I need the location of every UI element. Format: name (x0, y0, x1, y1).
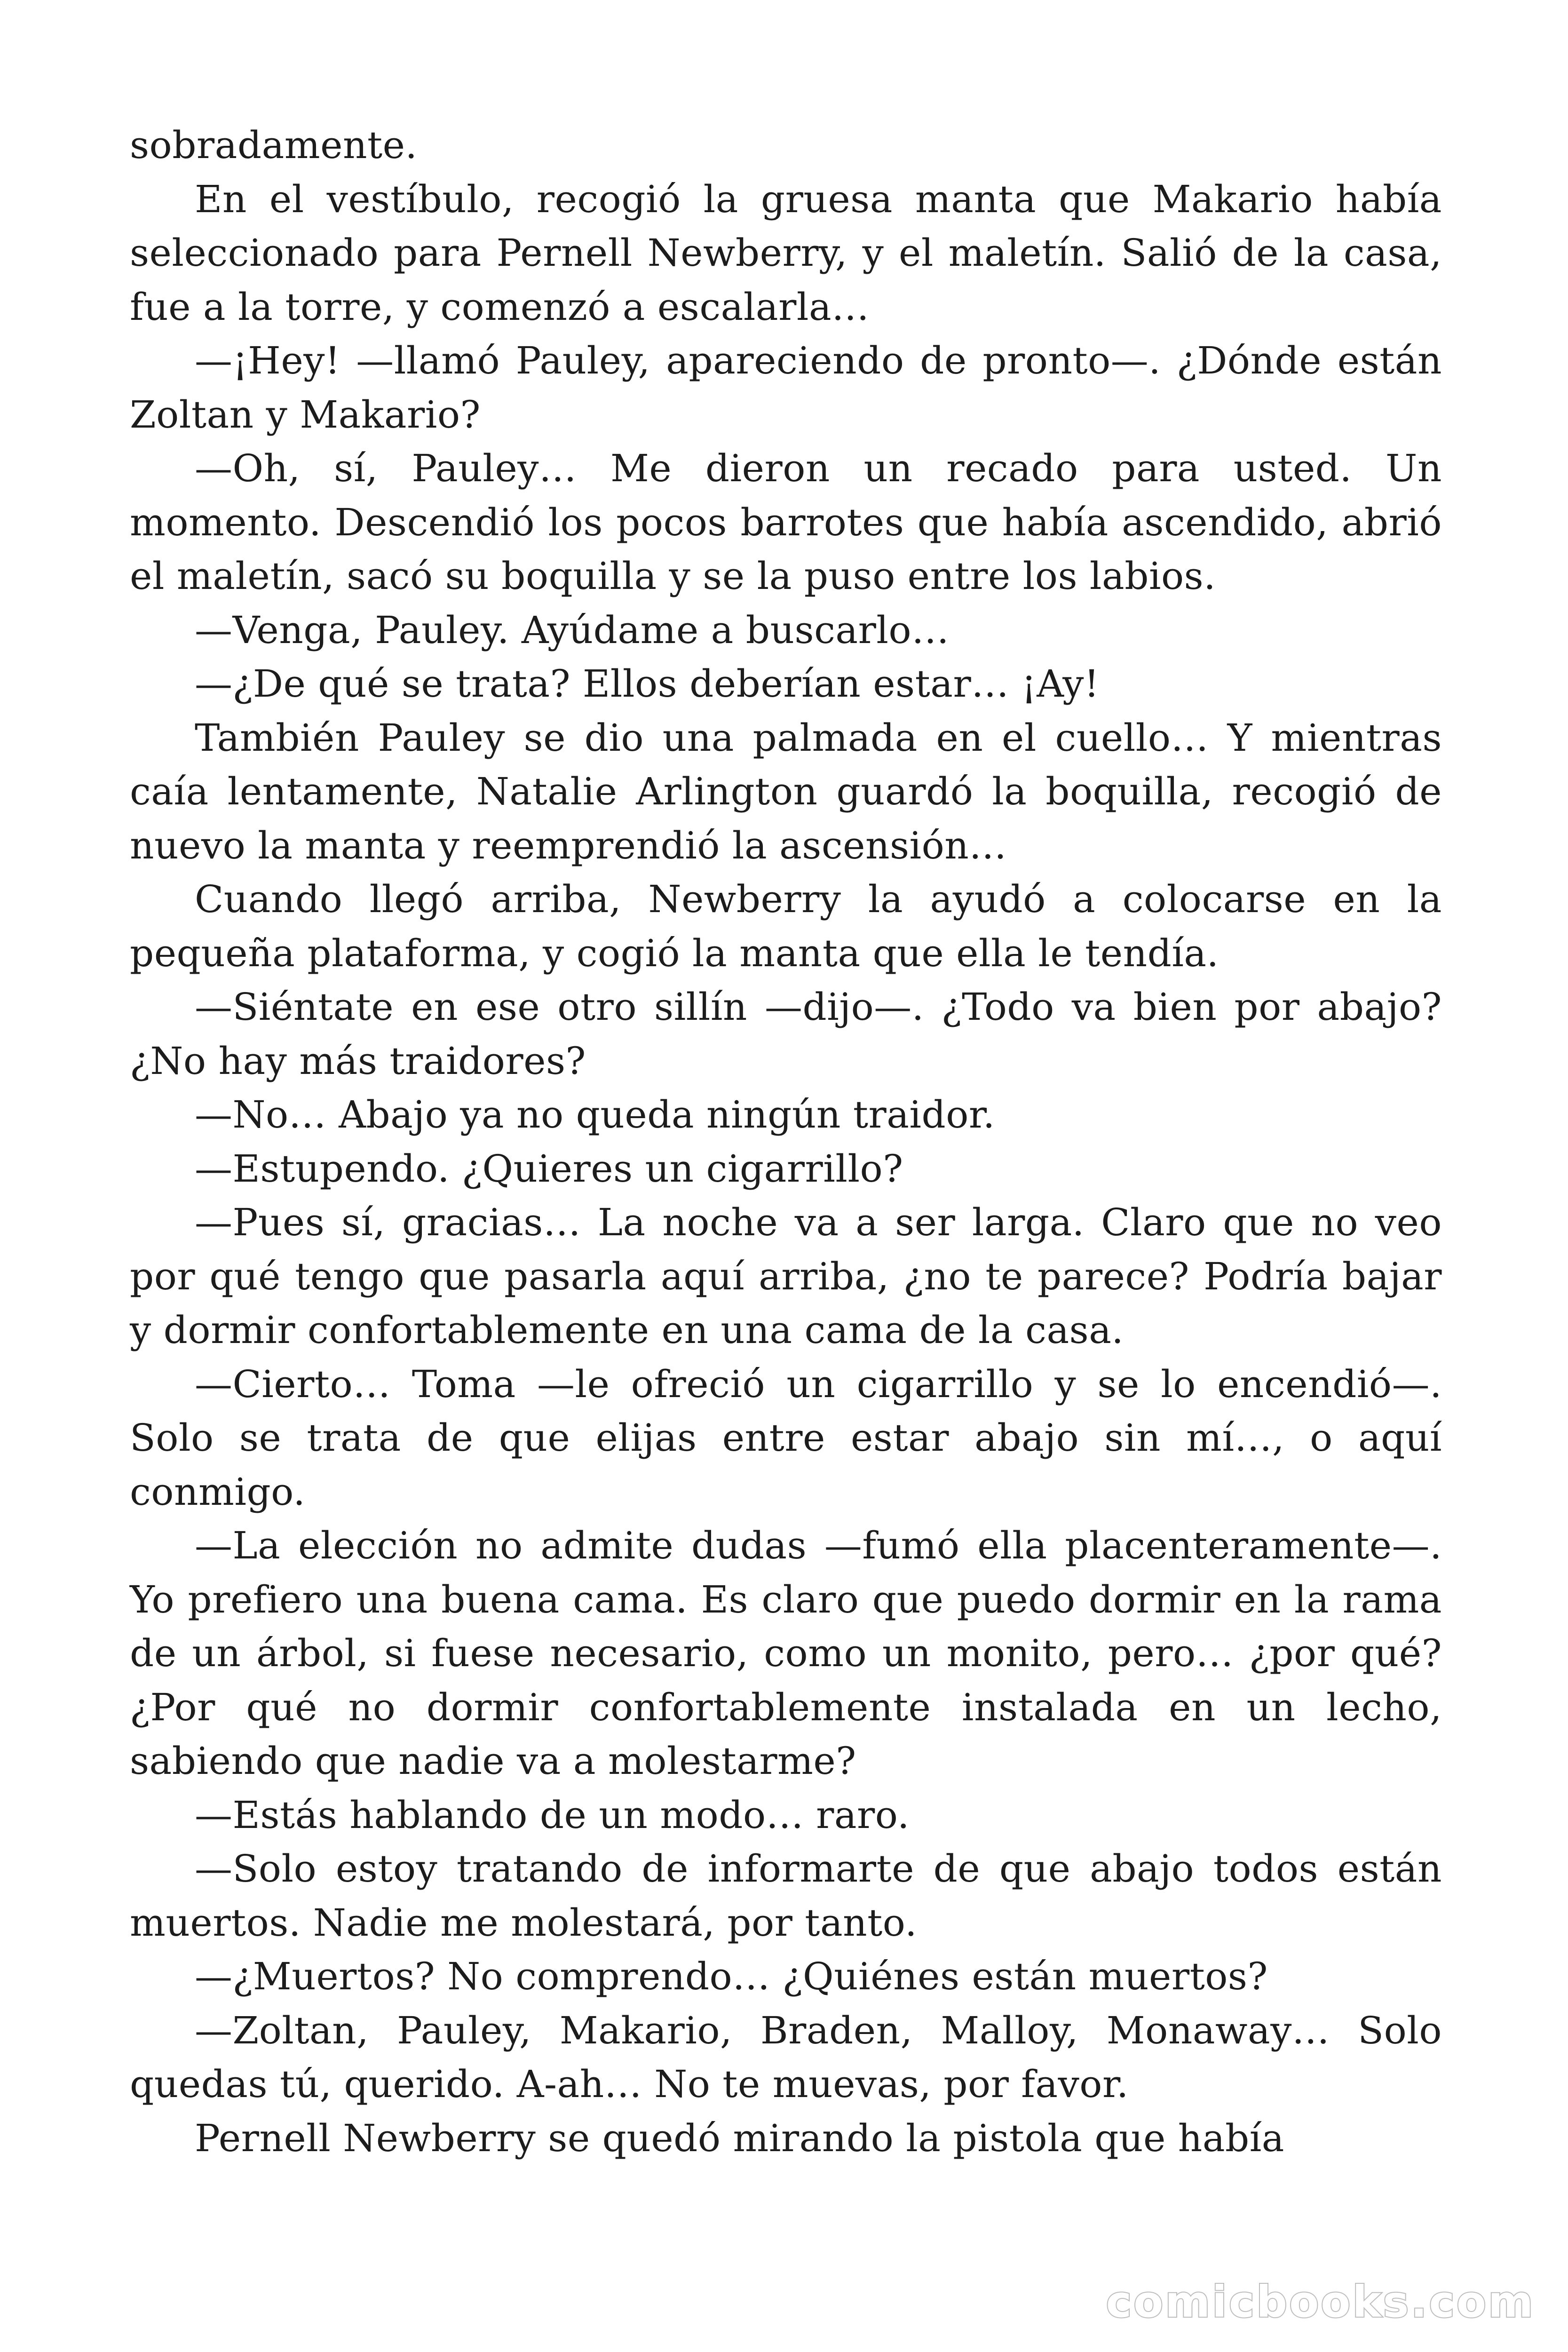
paragraph: —Venga, Pauley. Ayúdame a buscarlo… (195, 608, 950, 652)
paragraph: —Estupendo. ¿Quieres un cigarrillo? (195, 1146, 903, 1191)
paragraph: En el vestíbulo, recogió la gruesa manta que Makario había seleccionado para Pernell Newberry, y el maletín. Salió de la casa, fue a la torre, y comenzó a escalarla… (130, 177, 1442, 329)
paragraph: sobradamente. (130, 123, 418, 167)
paragraph: —Oh, sí, Pauley… Me dieron un recado para usted. Un momento. Descendió los pocos barrotes que había ascendido, abrió el maletín, sacó su boquilla y se la puso entre los labios. (130, 446, 1442, 598)
paragraph: —Siéntate en ese otro sillín —dijo—. ¿Todo va bien por abajo? ¿No hay más traidores? (130, 985, 1442, 1083)
paragraph: —No… Abajo ya no queda ningún traidor. (195, 1093, 995, 1136)
paragraph: —¡Hey! —llamó Pauley, apareciendo de pronto—. ¿Dónde están Zoltan y Makario? (130, 339, 1442, 437)
paragraph: Pernell Newberry se quedó mirando la pistola que había (195, 2116, 1284, 2160)
paragraph: —Solo estoy tratando de informarte de que abajo todos están muertos. Nadie me molestará, por tanto. (130, 1847, 1442, 1945)
body-text (130, 119, 1442, 2165)
paragraph: —¿Muertos? No comprendo… ¿Quiénes están muertos? (195, 1955, 1268, 1998)
paragraph: —Pues sí, gracias… La noche va a ser larga. Claro que no veo por qué tengo que pasarla aquí arriba, ¿no te parece? Podría bajar y dormir confortablemente en una cama de la casa. (130, 1200, 1442, 1352)
paragraph: Cuando llegó arriba, Newberry la ayudó a colocarse en la pequeña plataforma, y cogió la manta que ella le tendía. (130, 877, 1442, 975)
paragraph: —¿De qué se trata? Ellos deberían estar… ¡Ay! (195, 662, 1100, 706)
paragraph: —Zoltan, Pauley, Makario, Braden, Malloy, Monaway… Solo quedas tú, querido. A-ah… No te muevas, por favor. (130, 2008, 1442, 2106)
paragraph: —Estás hablando de un modo… raro. (195, 1793, 910, 1837)
watermark-text: comicbooks.com (1106, 2277, 1535, 2327)
paragraph: —Cierto… Toma —le ofreció un cigarrillo y se lo encendió—. Solo se trata de que elijas entre estar abajo sin mí…, o aquí conmigo. (130, 1362, 1442, 1514)
paragraph: También Pauley se dio una palmada en el cuello… Y mientras caía lentamente, Natalie Arlington guardó la boquilla, recogió de nuevo la manta y reemprendió la ascensión… (130, 715, 1442, 867)
paragraph: —La elección no admite dudas —fumó ella placenteramente—. Yo prefiero una buena cama. Es claro que puedo dormir en la rama de un árbol, si fuese necesario, como un monito, pero… ¿por qué? ¿Por qué no dormir confortablemente instalada en un lecho, sabiendo que nadie va a molestarme? (130, 1524, 1442, 1783)
